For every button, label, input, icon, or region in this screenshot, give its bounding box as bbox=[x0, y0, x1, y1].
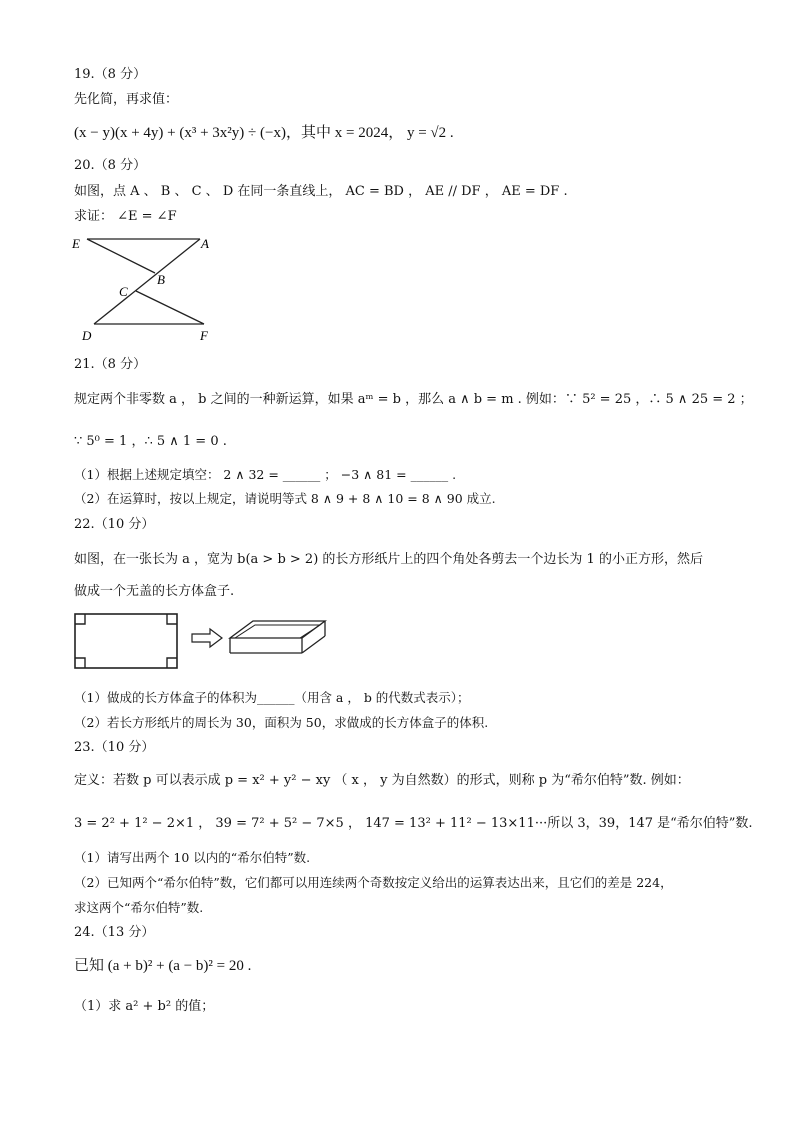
q20-statement: 如图，点 A 、 B 、 C 、 D 在同一条直线上， AC = BD ， AE // DF ， AE = DF . bbox=[74, 184, 568, 199]
q23-header: 23.（10 分） bbox=[74, 740, 155, 755]
q19-instruction: 先化简，再求值： bbox=[74, 92, 179, 107]
label-B: B bbox=[157, 272, 165, 287]
label-E: E bbox=[72, 236, 80, 251]
box-top-rim bbox=[230, 621, 325, 638]
label-A: A bbox=[201, 236, 209, 251]
label-F: F bbox=[200, 328, 208, 343]
q22-statement-line1: 如图，在一张长为 a ，宽为 b(a > b > 2) 的长方形纸片上的四个角处各剪去一个边长为 1 的小正方形，然后 bbox=[74, 552, 703, 567]
q22-part1: （1）做成的长方体盒子的体积为______（用含 a ， b 的代数式表示）； bbox=[74, 690, 470, 705]
q22-part2: （2）若长方形纸片的周长为 30，面积为 50，求做成的长方体盒子的体积. bbox=[74, 715, 489, 730]
q24-header: 24.（13 分） bbox=[74, 925, 155, 940]
corner-square-top-left bbox=[75, 614, 85, 624]
q21-part1: （1）根据上述规定填空： 2 ∧ 32 = ______ ； −3 ∧ 81 = ______ . bbox=[74, 467, 457, 482]
q21-example: ∵ 5⁰ = 1 ，∴ 5 ∧ 1 = 0 . bbox=[74, 434, 227, 449]
corner-square-bottom-left bbox=[75, 658, 85, 668]
q19-expression: (x − y)(x + 4y) + (x³ + 3x²y) ÷ (−x)，其中 x = 2024， y = √2 . bbox=[74, 125, 454, 141]
segment-AD bbox=[94, 239, 200, 324]
q24-part1: （1）求 a² + b² 的值； bbox=[74, 999, 215, 1014]
label-C: C bbox=[119, 284, 128, 299]
q22-figure bbox=[72, 612, 332, 670]
q22-header: 22.（10 分） bbox=[74, 517, 155, 532]
corner-square-top-right bbox=[167, 614, 177, 624]
q23-part2-line2: 求这两个“希尔伯特”数. bbox=[74, 900, 204, 915]
q20-figure bbox=[60, 230, 230, 345]
q23-part1: （1）请写出两个 10 以内的“希尔伯特”数. bbox=[74, 850, 311, 865]
corner-square-bottom-right bbox=[167, 658, 177, 668]
paper-rectangle bbox=[75, 614, 177, 668]
q19-header: 19.（8 分） bbox=[74, 67, 147, 82]
box-inner-rim bbox=[235, 625, 320, 638]
label-D: D bbox=[82, 328, 92, 343]
q22-statement-line2: 做成一个无盖的长方体盒子. bbox=[74, 584, 235, 599]
q21-definition: 规定两个非零数 a ， b 之间的一种新运算，如果 aᵐ = b ，那么 a ∧ b = m . 例如：∵ 5² = 25 ，∴ 5 ∧ 25 = 2 ； bbox=[74, 392, 753, 407]
arrow-icon bbox=[192, 629, 222, 647]
q24-given: 已知 (a + b)² + (a − b)² = 20 . bbox=[74, 958, 252, 974]
q20-prove: 求证： ∠E = ∠F bbox=[74, 209, 177, 224]
box-edge-bottom-right bbox=[302, 636, 325, 653]
q20-header: 20.（8 分） bbox=[74, 158, 147, 173]
segment-CF bbox=[136, 291, 204, 324]
q21-part2: （2）在运算时，按以上规定，请说明等式 8 ∧ 9 + 8 ∧ 10 = 8 ∧ 90 成立. bbox=[74, 491, 496, 506]
q23-examples: 3 = 2² + 1² − 2×1 ， 39 = 7² + 5² − 7×5 ， 147 = 13² + 11² − 13×11···所以 3，39，147 是“希尔伯特”数. bbox=[74, 816, 753, 831]
segment-EB bbox=[87, 239, 155, 273]
q23-definition: 定义：若数 p 可以表示成 p = x² + y² − xy （ x ， y 为自然数）的形式，则称 p 为“希尔伯特”数. 例如： bbox=[74, 773, 690, 788]
q21-header: 21.（8 分） bbox=[74, 357, 147, 372]
q23-part2-line1: （2）已知两个“希尔伯特”数，它们都可以用连续两个奇数按定义给出的运算表达出来，且它们的差是 224， bbox=[74, 875, 673, 890]
